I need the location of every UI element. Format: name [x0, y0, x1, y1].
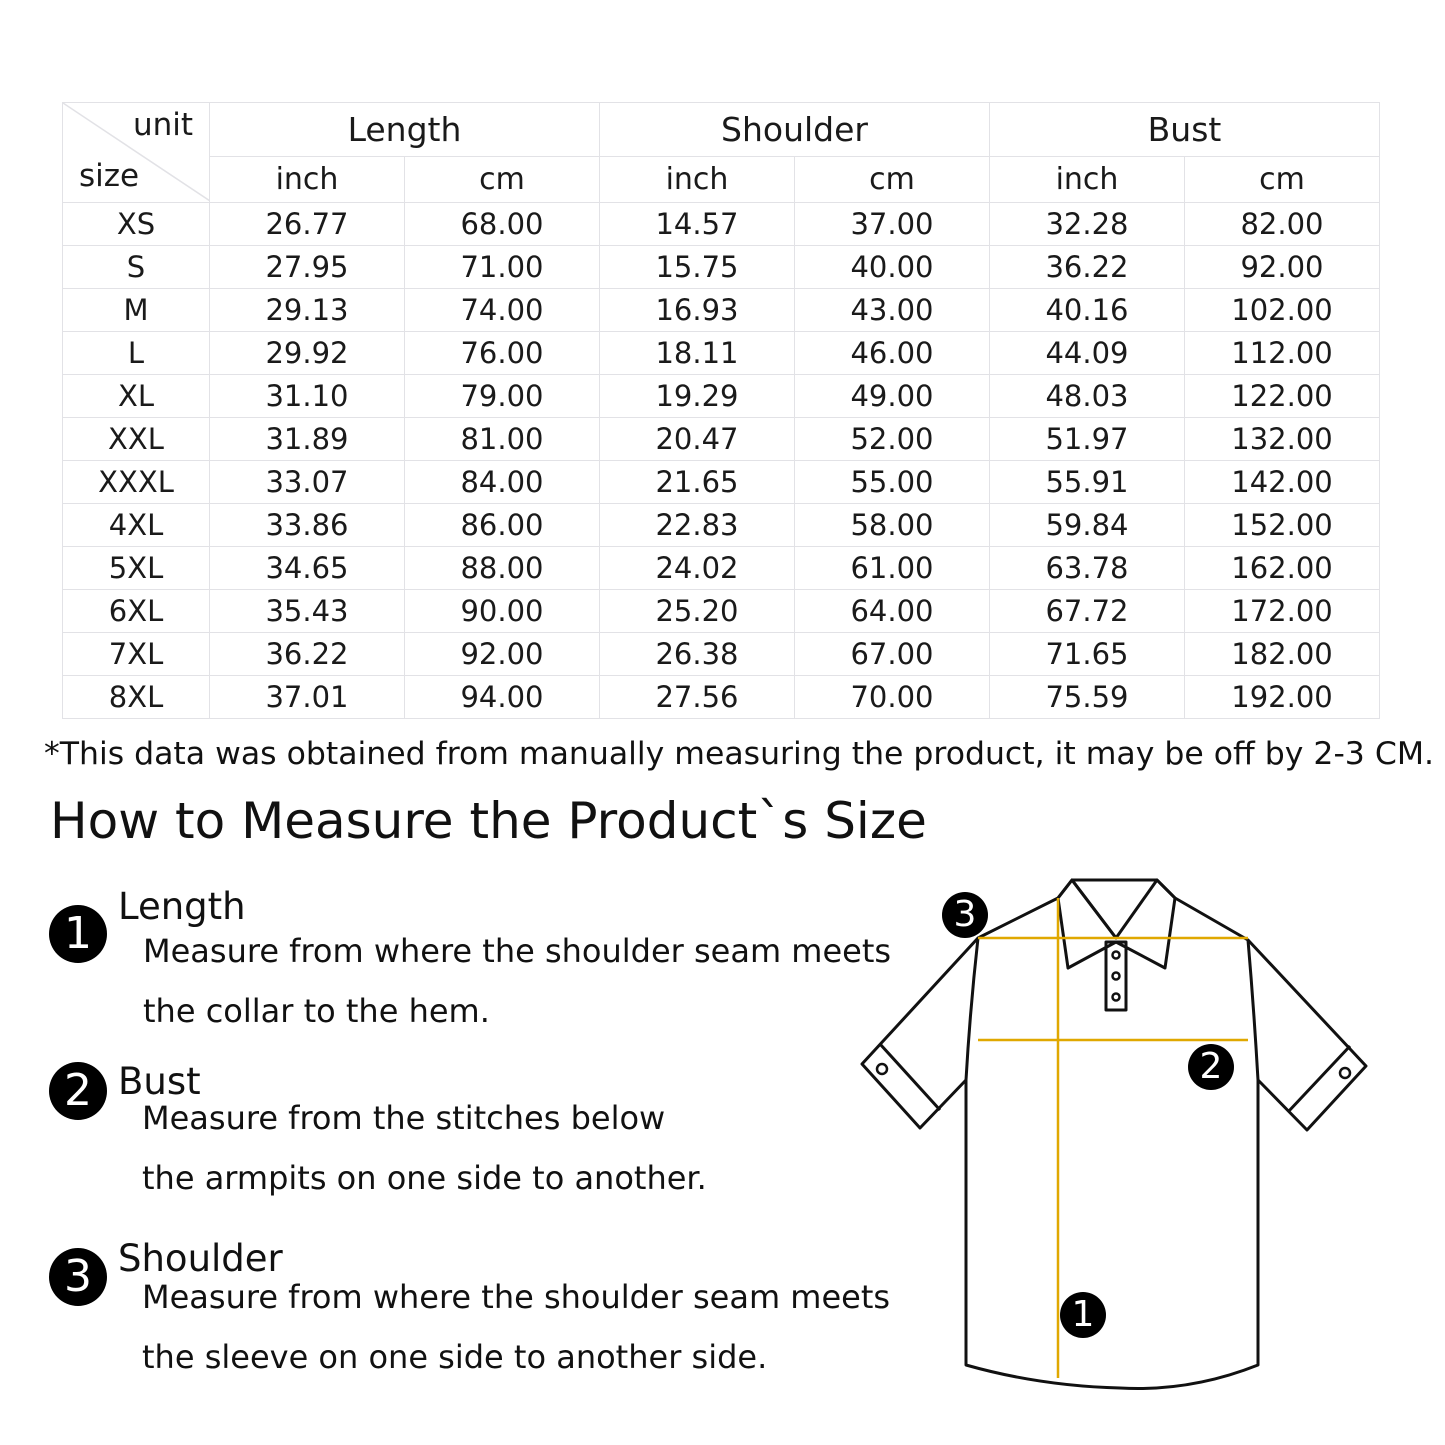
table-corner-cell	[63, 103, 210, 203]
table-row	[63, 547, 1380, 590]
measurement-cell: 74.00	[405, 289, 600, 332]
number-2-badge: 2	[49, 1062, 107, 1120]
size-label-cell: M	[63, 289, 210, 332]
measurement-cell: 92.00	[405, 633, 600, 676]
measurement-cell: 55.91	[990, 461, 1185, 504]
measurement-cell: 58.00	[795, 504, 990, 547]
size-label-cell: XL	[63, 375, 210, 418]
measurement-cell: 40.16	[990, 289, 1185, 332]
measurement-cell: 172.00	[1185, 590, 1380, 633]
measurement-cell: 59.84	[990, 504, 1185, 547]
table-row	[63, 461, 1380, 504]
unit-header: cm	[405, 157, 600, 203]
corner-size-label: size	[79, 158, 140, 194]
size-label-cell: 7XL	[63, 633, 210, 676]
measurement-cell: 132.00	[1185, 418, 1380, 461]
instruction-text: the collar to the hem.	[143, 992, 490, 1030]
header-shoulder: Shoulder	[600, 103, 990, 157]
measurement-cell: 86.00	[405, 504, 600, 547]
corner-unit-label: unit	[132, 107, 193, 143]
measurement-cell: 81.00	[405, 418, 600, 461]
measurement-cell: 35.43	[210, 590, 405, 633]
measurement-cell: 21.65	[600, 461, 795, 504]
measurement-cell: 152.00	[1185, 504, 1380, 547]
table-row	[63, 203, 1380, 246]
measurement-cell: 33.07	[210, 461, 405, 504]
length-marker-1: 1	[1060, 1292, 1106, 1338]
measurement-cell: 61.00	[795, 547, 990, 590]
measurement-cell: 92.00	[1185, 246, 1380, 289]
measurement-cell: 51.97	[990, 418, 1185, 461]
measurement-cell: 162.00	[1185, 547, 1380, 590]
shoulder-marker-3: 3	[942, 892, 988, 938]
table-row	[63, 418, 1380, 461]
measurement-cell: 19.29	[600, 375, 795, 418]
measurement-cell: 40.00	[795, 246, 990, 289]
size-label-cell: S	[63, 246, 210, 289]
measurement-cell: 20.47	[600, 418, 795, 461]
measurement-cell: 26.77	[210, 203, 405, 246]
size-label-cell: 8XL	[63, 676, 210, 719]
measurement-cell: 18.11	[600, 332, 795, 375]
unit-header: inch	[990, 157, 1185, 203]
measurement-cell: 34.65	[210, 547, 405, 590]
measurement-cell: 24.02	[600, 547, 795, 590]
measurement-cell: 67.72	[990, 590, 1185, 633]
unit-header: cm	[795, 157, 990, 203]
measurement-cell: 182.00	[1185, 633, 1380, 676]
measurement-cell: 46.00	[795, 332, 990, 375]
measurement-cell: 94.00	[405, 676, 600, 719]
measurement-cell: 75.59	[990, 676, 1185, 719]
measurement-cell: 29.92	[210, 332, 405, 375]
measurement-cell: 88.00	[405, 547, 600, 590]
measurement-cell: 142.00	[1185, 461, 1380, 504]
measurement-cell: 90.00	[405, 590, 600, 633]
measurement-cell: 31.89	[210, 418, 405, 461]
measurement-cell: 36.22	[990, 246, 1185, 289]
shirt-outline-icon	[850, 870, 1380, 1400]
size-label-cell: XS	[63, 203, 210, 246]
measurement-cell: 44.09	[990, 332, 1185, 375]
shirt-diagram	[850, 870, 1380, 1404]
measurement-cell: 71.00	[405, 246, 600, 289]
size-label-cell: XXXL	[63, 461, 210, 504]
table-row	[63, 676, 1380, 719]
size-label-cell: 4XL	[63, 504, 210, 547]
size-label-cell: 5XL	[63, 547, 210, 590]
unit-header: cm	[1185, 157, 1380, 203]
measurement-cell: 76.00	[405, 332, 600, 375]
measurement-cell: 67.00	[795, 633, 990, 676]
table-row	[63, 504, 1380, 547]
bust-marker-2: 2	[1188, 1044, 1234, 1090]
instruction-text: Measure from where the shoulder seam meets	[142, 1278, 891, 1316]
number-3-badge: 3	[49, 1248, 107, 1306]
size-label-cell: L	[63, 332, 210, 375]
measurement-cell: 64.00	[795, 590, 990, 633]
instruction-text: Measure from where the shoulder seam meets	[143, 932, 892, 970]
table-row	[63, 289, 1380, 332]
measurement-cell: 79.00	[405, 375, 600, 418]
measurement-cell: 48.03	[990, 375, 1185, 418]
header-bust: Bust	[990, 103, 1380, 157]
measurement-cell: 26.38	[600, 633, 795, 676]
measurement-cell: 82.00	[1185, 203, 1380, 246]
size-chart-table	[62, 102, 1380, 719]
measurement-cell: 14.57	[600, 203, 795, 246]
measurement-cell: 27.95	[210, 246, 405, 289]
instruction-text: the sleeve on one side to another side.	[142, 1338, 768, 1376]
measurement-cell: 192.00	[1185, 676, 1380, 719]
measurement-cell: 49.00	[795, 375, 990, 418]
measurement-cell: 16.93	[600, 289, 795, 332]
instruction-title: Bust	[118, 1060, 201, 1103]
table-row	[63, 590, 1380, 633]
measurement-cell: 63.78	[990, 547, 1185, 590]
table-body	[63, 203, 1380, 719]
number-1-badge: 1	[49, 905, 107, 963]
size-label-cell: XXL	[63, 418, 210, 461]
size-label-cell: 6XL	[63, 590, 210, 633]
instruction-text: the armpits on one side to another.	[142, 1159, 707, 1197]
instruction-title: Length	[118, 885, 246, 928]
table-row	[63, 332, 1380, 375]
measurement-cell: 52.00	[795, 418, 990, 461]
measurement-cell: 32.28	[990, 203, 1185, 246]
measurement-cell: 102.00	[1185, 289, 1380, 332]
instruction-text: Measure from the stitches below	[142, 1099, 666, 1137]
header-length: Length	[210, 103, 600, 157]
table-row	[63, 246, 1380, 289]
measurement-cell: 27.56	[600, 676, 795, 719]
measurement-cell: 22.83	[600, 504, 795, 547]
unit-header: inch	[210, 157, 405, 203]
table-row	[63, 633, 1380, 676]
unit-header: inch	[600, 157, 795, 203]
measurement-cell: 70.00	[795, 676, 990, 719]
measurement-cell: 122.00	[1185, 375, 1380, 418]
instruction-title: Shoulder	[118, 1237, 283, 1280]
measurement-cell: 37.01	[210, 676, 405, 719]
measurement-cell: 43.00	[795, 289, 990, 332]
measurement-cell: 68.00	[405, 203, 600, 246]
measurement-note: *This data was obtained from manually measuring the product, it may be off by 2-3 CM.	[44, 736, 1435, 772]
measurement-cell: 71.65	[990, 633, 1185, 676]
table-row	[63, 375, 1380, 418]
measurement-cell: 25.20	[600, 590, 795, 633]
measurement-cell: 29.13	[210, 289, 405, 332]
measurement-cell: 36.22	[210, 633, 405, 676]
how-to-measure-title: How to Measure the Product`s Size	[50, 792, 927, 850]
measurement-cell: 37.00	[795, 203, 990, 246]
measurement-cell: 33.86	[210, 504, 405, 547]
measurement-cell: 31.10	[210, 375, 405, 418]
measurement-cell: 112.00	[1185, 332, 1380, 375]
measurement-cell: 15.75	[600, 246, 795, 289]
measurement-cell: 84.00	[405, 461, 600, 504]
measurement-cell: 55.00	[795, 461, 990, 504]
